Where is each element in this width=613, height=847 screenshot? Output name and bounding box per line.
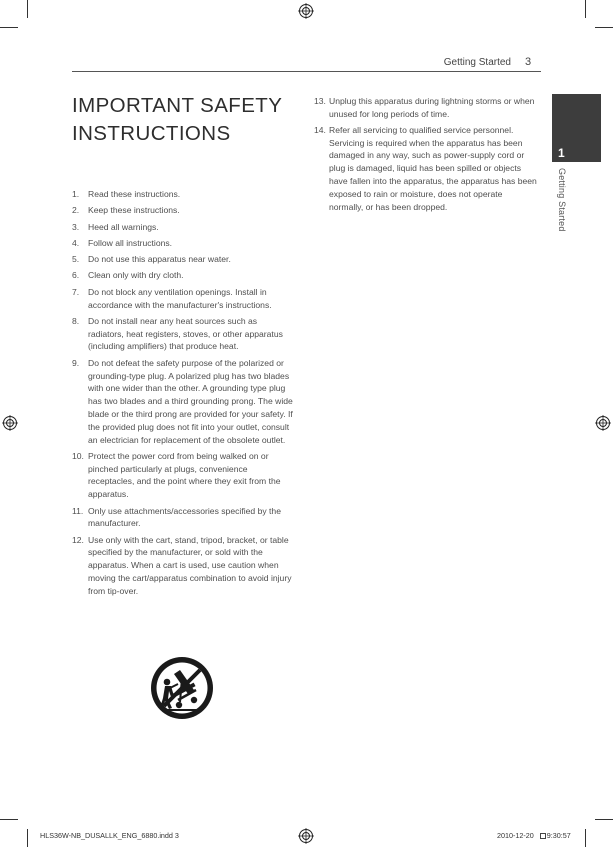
list-item: [72, 237, 294, 250]
list-item-number: 12.: [72, 534, 84, 545]
registration-mark-icon: [595, 415, 611, 431]
list-item-number: 8.: [72, 315, 80, 326]
header-divider: [72, 71, 541, 72]
list-item-text: Do not defeat the safety purpose of the polarized or grounding-type plug. A polarized plug has two blades with one wider than the other. A grounding type plug has two blades and a third grounding prong. The wide blade or the third prong are provided for your safety. If the provided plug does not fit into your outlet, consult an electrician for replacement of the obsolete outlet.: [88, 357, 293, 445]
crop-mark-top-right-v: [585, 0, 586, 18]
list-item-number: 10.: [72, 450, 84, 461]
page-title: IMPORTANT SAFETY INSTRUCTIONS: [72, 94, 282, 145]
list-item-text: Use only with the cart, stand, tripod, bracket, or table specified by the manufacturer, or sold with the apparatus. When a cart is used, use caution when moving the cart/apparatus combination to avoid injury from tip-over.: [88, 534, 292, 596]
crop-mark-top-right-h: [595, 27, 613, 28]
list-item-text: Refer all servicing to qualified service personnel. Servicing is required when the apparatus has been damaged in any way, such as power-supply cord or plug is damaged, liquid has been spilled or objects have fallen into the apparatus, the apparatus has been exposed to rain or moisture, does not operate normally, or has been dropped.: [329, 124, 537, 212]
list-item: [314, 95, 538, 121]
registration-mark-icon: [298, 3, 314, 19]
list-item-text: Protect the power cord from being walked on or pinched particularly at plugs, convenience receptacles, and the point where they exit from the apparatus.: [88, 450, 281, 500]
list-item-number: 3.: [72, 221, 80, 232]
list-item: [72, 221, 294, 234]
list-item-number: 5.: [72, 254, 80, 265]
list-item-text: Do not install near any heat sources such as radiators, heat registers, stoves, or other apparatus (including amplifiers) that produce heat.: [88, 315, 283, 352]
list-item: [314, 124, 538, 214]
list-item-number: 13.: [314, 96, 326, 106]
footer-date: 2010-12-20: [497, 831, 534, 840]
chapter-tab-number: 1: [558, 146, 565, 160]
list-item-text: Unplug this apparatus during lightning storms or when unused for long periods of time.: [329, 96, 535, 119]
footer-timestamp: [497, 831, 571, 840]
registration-mark-icon: [298, 828, 314, 844]
instructions-list-left: [72, 188, 294, 601]
list-item-text: Only use attachments/accessories specified by the manufacturer.: [88, 505, 281, 529]
list-item-number: 14.: [314, 124, 326, 135]
footer-file-name: HLS36W-NB_DUSALLK_ENG_6880.indd 3: [40, 831, 179, 840]
list-item-number: 4.: [72, 237, 80, 248]
list-item-number: 11.: [72, 505, 84, 516]
cart-tip-over-warning-icon: [150, 656, 214, 720]
list-item-text: Heed all warnings.: [88, 221, 159, 232]
list-item: [72, 188, 294, 201]
list-item: [72, 204, 294, 217]
list-item: [72, 505, 294, 531]
crop-mark-bottom-left-v: [27, 829, 28, 847]
list-item-number: 9.: [72, 357, 80, 368]
footer-time: 9:30:57: [546, 831, 571, 840]
list-item: [72, 450, 294, 501]
list-item: [72, 269, 294, 282]
list-item: [72, 253, 294, 266]
list-item-number: 6.: [72, 270, 80, 281]
list-item-text: Read these instructions.: [88, 189, 181, 199]
crop-mark-bottom-right-v: [585, 829, 586, 847]
instructions-list-right: [314, 95, 538, 217]
list-item-text: Do not use this apparatus near water.: [88, 254, 231, 265]
list-item-text: Do not block any ventilation openings. Install in accordance with the manufacturer's instructions.: [88, 286, 272, 310]
list-item-number: 7.: [72, 286, 80, 297]
list-item-text: Follow all instructions.: [88, 237, 173, 248]
list-item-text: Clean only with dry cloth.: [88, 270, 184, 281]
list-item-number: 2.: [72, 205, 80, 216]
list-item: [72, 357, 294, 447]
list-item-text: Keep these instructions.: [88, 205, 180, 216]
clock-icon: [540, 833, 546, 839]
list-item: [72, 534, 294, 598]
list-item: [72, 286, 294, 312]
crop-mark-bottom-left-h: [0, 819, 18, 820]
crop-mark-bottom-right-h: [595, 819, 613, 820]
page-number: 3: [525, 56, 532, 68]
crop-mark-top-left-h: [0, 27, 18, 28]
running-header-title: Getting Started: [443, 57, 511, 68]
crop-mark-top-left-v: [27, 0, 28, 18]
list-item-number: 1.: [72, 189, 80, 199]
list-item: [72, 315, 294, 353]
chapter-tab-label: Getting Started: [557, 168, 567, 232]
registration-mark-icon: [2, 415, 18, 431]
